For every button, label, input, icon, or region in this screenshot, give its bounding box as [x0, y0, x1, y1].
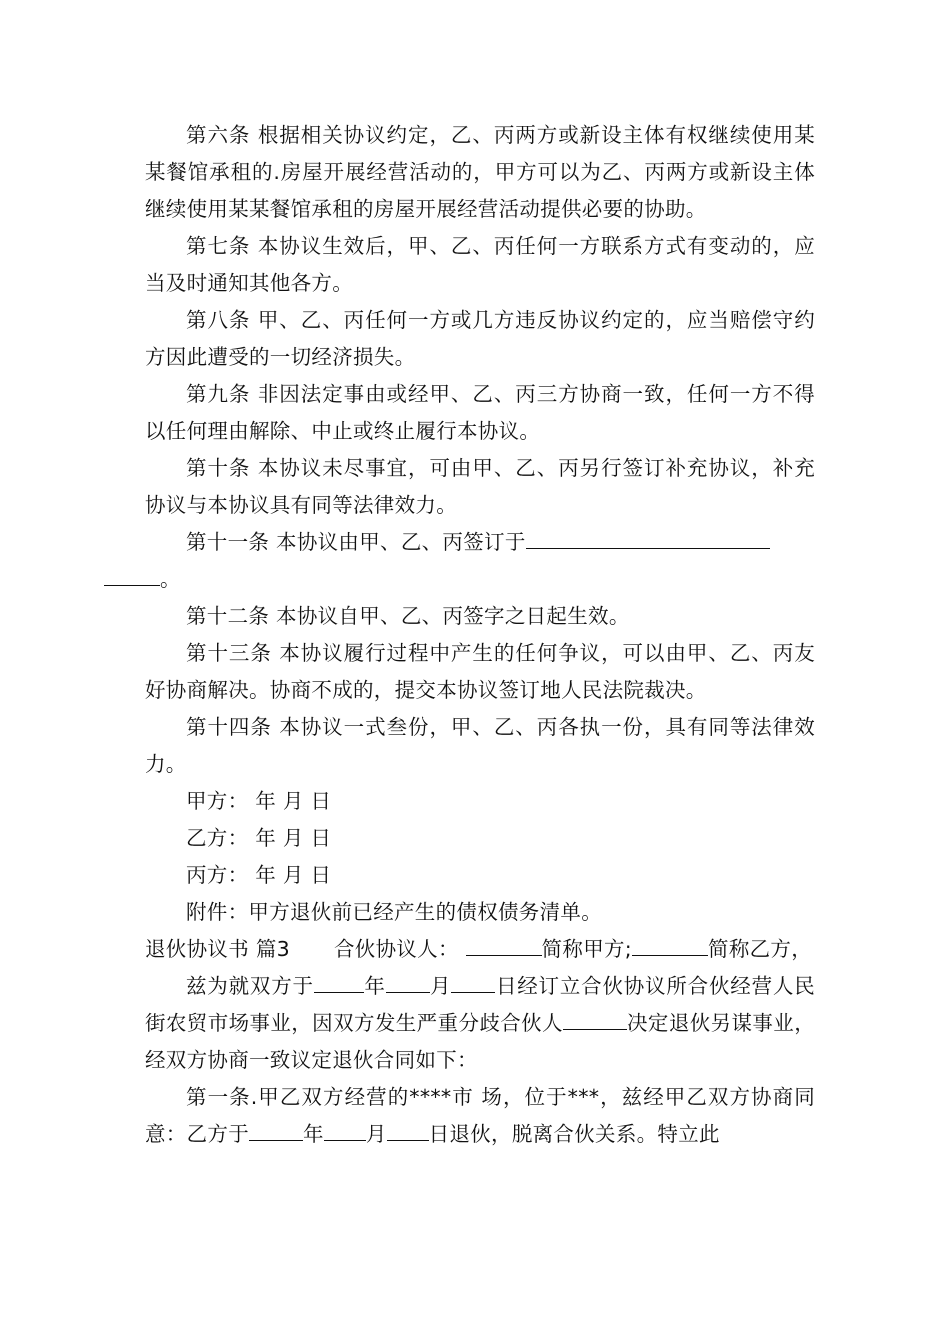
- article-11: [145, 524, 815, 598]
- attachment-note: 附件：甲方退伙前已经产生的债权债务清单。: [186, 900, 602, 924]
- recital-text-2: 日经订立合伙协议所合伙经营人民 街农贸市场事业，因双方发生严重分歧合伙人: [145, 974, 815, 1035]
- withdrawing-partner-blank: [563, 1007, 627, 1030]
- withdrawal-day-blank: [387, 1118, 429, 1141]
- recital-year-blank: [314, 970, 364, 993]
- recital-text-1: 兹为就双方于: [186, 974, 314, 998]
- recital-year-label: 年: [363, 974, 386, 998]
- article-6: 第六条 根据相关协议约定，乙、丙两方或新设主体有权继续使用某某餐馆承租的.房屋开展经营活动的，甲方可以为乙、丙两方或新设主体继续使用某某餐馆承租的房屋开展经营活动提供必要的协助。: [145, 123, 815, 221]
- article-9: 第九条 非因法定事由或经甲、乙、丙三方协商一致，任何一方不得以任何理由解除、中止或终止履行本协议。: [145, 382, 815, 443]
- article-12: 第十二条 本协议自甲、乙、丙签字之日起生效。: [186, 604, 630, 628]
- article-14: 第十四条 本协议一式叁份，甲、乙、丙各执一份，具有同等法律效力。: [145, 715, 815, 776]
- party-a-label: 简称甲方;: [541, 937, 633, 961]
- withdrawal-month-label: 月: [365, 1122, 387, 1146]
- signature-party-b: 乙方： 年 月 日: [186, 826, 332, 850]
- article-one: [145, 1079, 815, 1153]
- section-3-title: 退伙协议书 篇3: [145, 937, 290, 961]
- recital-month-blank: [386, 970, 430, 993]
- recital-paragraph: [145, 968, 815, 1079]
- withdrawal-month-blank: [324, 1118, 366, 1141]
- section-3-header: [145, 931, 815, 968]
- parties-label: 合伙协议人：: [333, 937, 459, 961]
- withdrawal-year-blank: [249, 1118, 303, 1141]
- signature-party-c: 丙方： 年 月 日: [186, 863, 332, 887]
- article-8: 第八条 甲、乙、丙任何一方或几方违反协议约定的，应当赔偿守约方因此遭受的一切经济损失。: [145, 308, 815, 369]
- party-a-blank: [466, 933, 542, 956]
- signing-place-blank: [526, 526, 770, 549]
- article-7: 第七条 本协议生效后，甲、乙、丙任何一方联系方式有变动的，应当及时通知其他各方。: [145, 234, 815, 295]
- recital-month-label: 月: [429, 974, 452, 998]
- recital-text-3: 决定退伙另谋事业，经双方协商一致议定退伙合同如下：: [145, 1011, 816, 1072]
- article-11-text: 第十一条 本协议由甲、乙、丙签订于: [186, 530, 526, 554]
- article-11-end: 。: [160, 567, 181, 591]
- document-body: [145, 117, 815, 1153]
- article-one-text-2: 日退伙，脱离合伙关系。特立此: [428, 1122, 720, 1146]
- recital-day-blank: [451, 970, 495, 993]
- signature-party-a: 甲方： 年 月 日: [186, 789, 332, 813]
- article-10: 第十条 本协议未尽事宜，可由甲、乙、丙另行签订补充协议，补充协议与本协议具有同等法律效力。: [145, 456, 815, 517]
- article-one-text-1: 第一条.甲乙双方经营的****市 场，位于***，兹经甲乙双方协商同意：乙方于: [145, 1085, 815, 1146]
- party-b-label: 简称乙方，: [708, 937, 813, 961]
- withdrawal-year-label: 年: [303, 1122, 324, 1146]
- signing-place-blank-cont: [104, 563, 160, 586]
- article-13: 第十三条 本协议履行过程中产生的任何争议，可以由甲、乙、丙友好协商解决。协商不成的，提交本协议签订地人民法院裁决。: [145, 641, 815, 702]
- party-b-blank: [632, 933, 708, 956]
